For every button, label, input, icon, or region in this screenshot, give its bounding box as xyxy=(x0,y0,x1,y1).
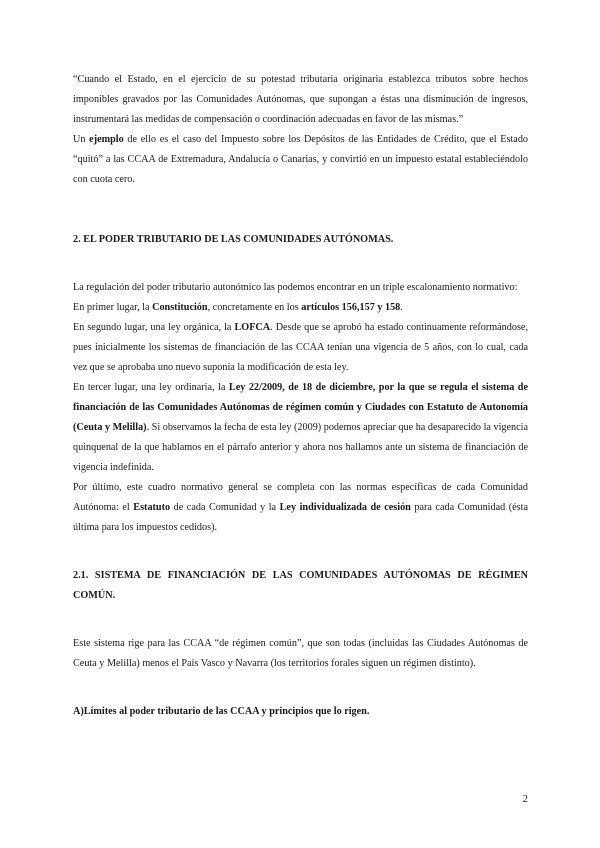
first-b1: Constitución xyxy=(152,302,208,313)
first-level-paragraph xyxy=(73,298,528,318)
section-2-1-heading: 2.1. SISTEMA DE FINANCIACIÓN DE LAS COMUNIDADES AUTÓNOMAS DE RÉGIMEN COMÚN. xyxy=(73,570,528,601)
quote-paragraph: “Cuando el Estado, en el ejercicio de su potestad tributaria originaria establezca tributos sobre hechos imponibles gravados por las Comunidades Autónomas, que supongan a éstas una disminución de ingresos, instrumentará las medidas de compensación o coordinación adecuadas en favor de las mismas.” xyxy=(73,74,528,125)
first-t1: En primer lugar, la xyxy=(73,302,153,313)
last-t3: para cada Comunidad (ésta última para los impuestos cedidos). xyxy=(73,502,529,533)
second-t1: En segundo lugar, una ley orgánica, la xyxy=(73,322,235,333)
first-t3: . xyxy=(400,302,403,313)
third-t1: En tercer lugar, una ley ordinaria, la xyxy=(73,382,229,393)
document-page xyxy=(73,70,528,722)
subsection-a-heading: A)Límites al poder tributario de las CCAA y principios que lo rigen. xyxy=(73,706,370,717)
last-t1: Por último, este cuadro normativo general se completa con las normas específicas de cada Comunidad Autónoma: el xyxy=(73,482,528,513)
third-b1: Ley 22/2009, de 18 de diciembre, por la que se regula el sistema de financiación de las Comunidades Autónomas de régimen común y Ciudades con Estatuto de Autonomía (Ceuta y Melilla) xyxy=(73,382,528,433)
third-level-paragraph xyxy=(73,378,528,478)
section-2-heading: 2. EL PODER TRIBUTARIO DE LAS COMUNIDADES AUTÓNOMAS. xyxy=(73,234,394,245)
last-b1: Estatuto xyxy=(133,502,171,513)
section-2-1-body: Este sistema rige para las CCAA “de régimen común”, que son todas (incluidas las Ciudades Autónomas de Ceuta y Melilla) menos el País Vasco y Navarra (los territorios forales siguen un régimen distinto). xyxy=(73,638,528,669)
first-b2: artículos 156,157 y 158 xyxy=(301,302,401,313)
second-t2: . Desde que se aprobó ha estado continuamente reformándose, pues inicialmente los sistemas de financiación de las CCAA tenían una vigencia de 5 años, con lo cual, cada vez que se aprobaba uno nuevo suponía la modificación de esta ley. xyxy=(73,322,528,373)
last-level-paragraph xyxy=(73,478,528,538)
page-number: 2 xyxy=(522,794,528,805)
example-paragraph xyxy=(73,130,528,190)
example-pre: Un xyxy=(73,134,90,145)
first-t2: , concretamente en los xyxy=(207,302,302,313)
last-t2: de cada Comunidad y la xyxy=(170,502,280,513)
section-2-intro: La regulación del poder tributario autonómico las podemos encontrar en un triple escalonamiento normativo: xyxy=(73,282,518,293)
last-b2: Ley individualizada de cesión xyxy=(279,502,411,513)
example-post: de ello es el caso del Impuesto sobre los Depósitos de las Entidades de Crédito, que el Estado “quitó” a las CCAA de Extremadura, Andalucía o Canarias, y convirtió en un impuesto estatal estableciéndolo con cuota cero. xyxy=(73,134,529,185)
third-t2: . Si observamos la fecha de esta ley (2009) podemos apreciar que ha desaparecido la vigencia quinquenal de la que hablamos en el párrafo anterior y ahora nos hallamos ante un sistema de financiación de vigencia indefinida. xyxy=(73,422,528,473)
second-b1: LOFCA xyxy=(234,322,271,333)
example-bold: ejemplo xyxy=(89,134,124,145)
second-level-paragraph xyxy=(73,318,528,378)
